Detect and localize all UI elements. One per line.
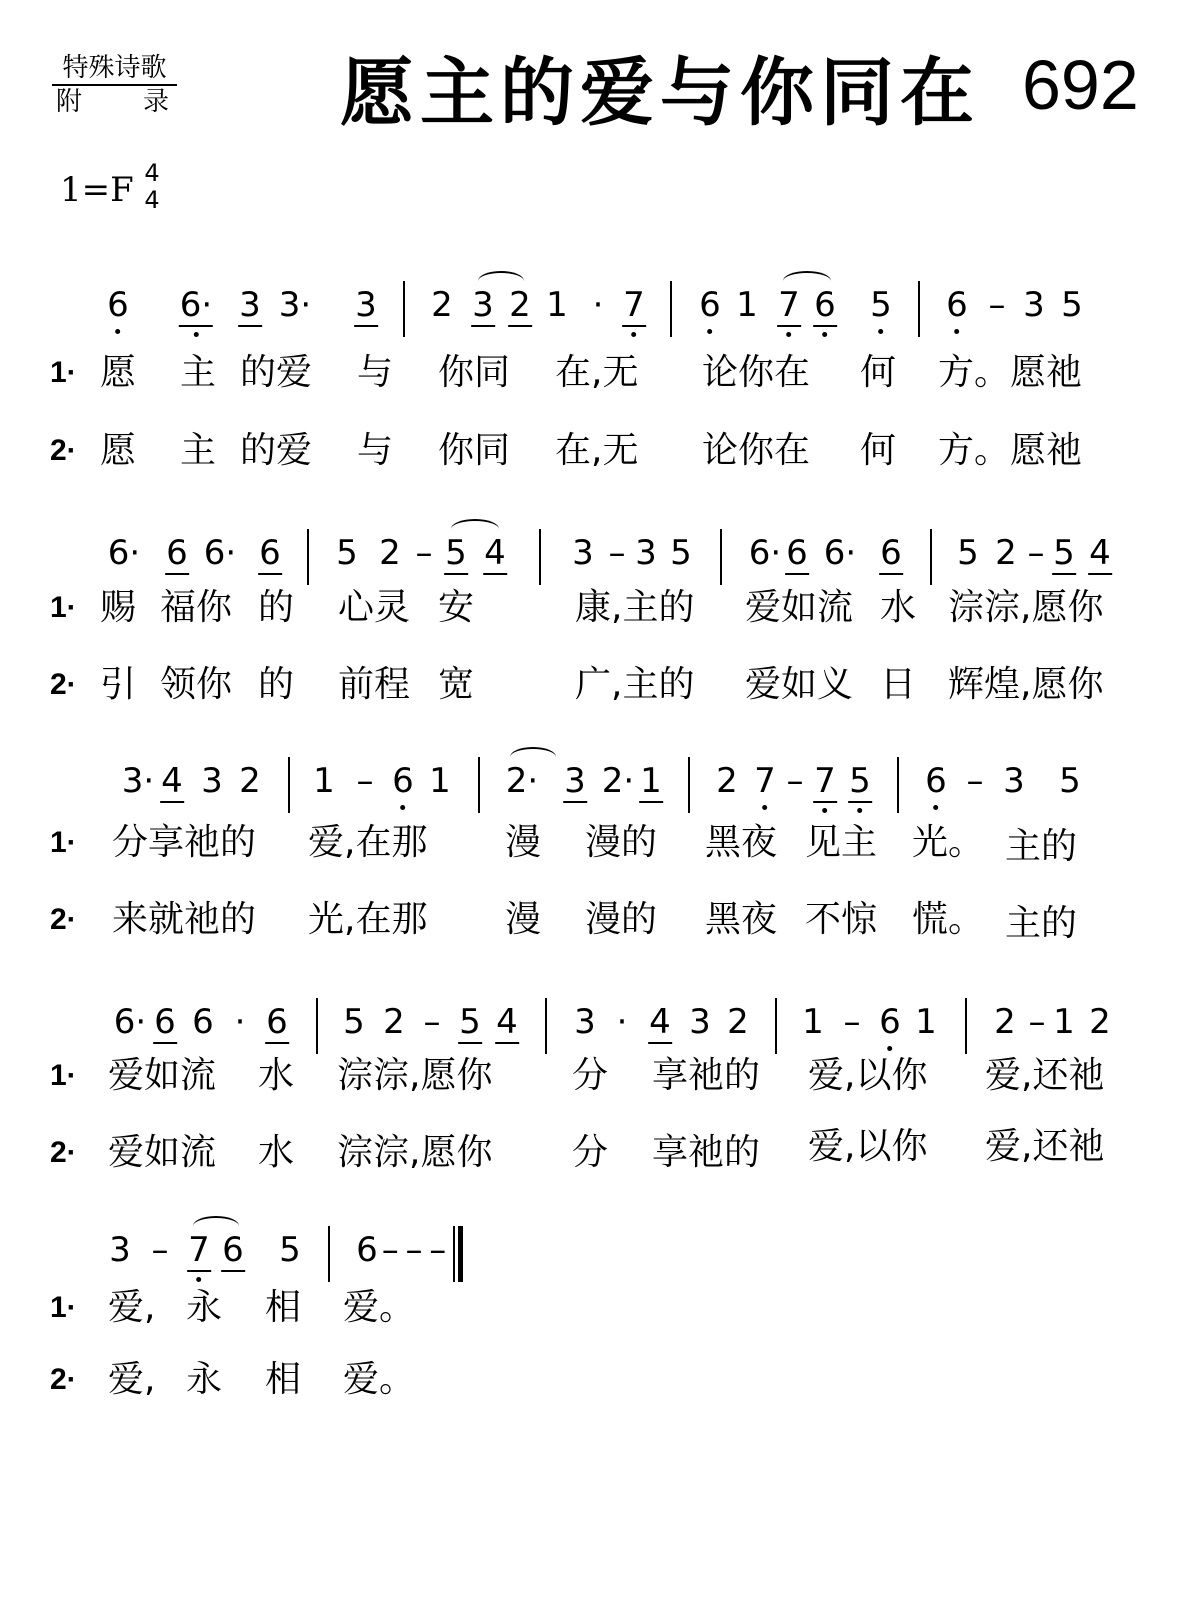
lyric: 赐 (100, 587, 137, 628)
note: 3 (635, 533, 657, 573)
verse-number: 2· (50, 668, 77, 701)
slur (510, 747, 556, 767)
lyric: 主 (180, 352, 217, 393)
category-bottom-left: 附 (56, 87, 83, 117)
lyric: 引 (100, 664, 137, 705)
note: 6 (925, 761, 947, 801)
note: 1 (429, 761, 451, 801)
lyric: 爱,还祂 (985, 1126, 1105, 1167)
lyric-line-1-verse-1 (0, 350, 1200, 400)
verse-number: 2· (50, 1363, 77, 1396)
note: 6 (192, 1002, 214, 1042)
category-top: 特殊诗歌 (52, 52, 177, 86)
note: 5 (870, 285, 892, 325)
lyric-line-4-verse-1 (0, 1053, 1200, 1103)
lyric: 分 (572, 1055, 609, 1096)
lyric-line-2-verse-1 (0, 585, 1200, 635)
note: 3 (564, 761, 586, 801)
note: 6 (699, 285, 721, 325)
barline (688, 757, 690, 813)
lyric: 康,主的 (575, 587, 695, 628)
note: 6· (179, 285, 213, 325)
barline (775, 998, 777, 1054)
note: 3 (574, 1002, 596, 1042)
note: 2 (383, 1002, 405, 1042)
barline (478, 757, 480, 813)
barline (403, 281, 405, 337)
lyric: 光。 (912, 822, 985, 863)
lyric: 爱如流 (108, 1132, 217, 1173)
lyric: 爱如流 (745, 587, 854, 628)
lyric-line-2-verse-2 (0, 662, 1200, 712)
note: – (966, 761, 984, 801)
note: 6 (392, 761, 414, 801)
lyric: 爱,还祂 (985, 1055, 1105, 1096)
lyric: 相 (265, 1287, 302, 1328)
note: 6· (107, 533, 141, 573)
lyric: 水 (258, 1132, 295, 1173)
note: 5 (1053, 533, 1075, 573)
note: 2· (505, 761, 539, 801)
barline (965, 998, 967, 1054)
note: 6 (814, 285, 836, 325)
lyric: 淙淙,愿你 (948, 587, 1104, 628)
note: 2 (994, 1002, 1016, 1042)
note: – – – (381, 1230, 445, 1270)
lyric: 爱, (108, 1287, 156, 1328)
note: 5 (1061, 285, 1083, 325)
note: 5 (1059, 761, 1081, 801)
note: – (415, 533, 433, 573)
lyric: 的爱 (240, 430, 313, 471)
lyric-line-5-verse-1 (0, 1285, 1200, 1335)
note: 3· (278, 285, 312, 325)
note: 7 (814, 761, 836, 801)
note: 3 (109, 1230, 131, 1270)
note: 6 (154, 1002, 176, 1042)
note: 4 (161, 761, 183, 801)
verse-number: 1· (50, 591, 77, 624)
note: 3 (472, 285, 494, 325)
note: 6· (748, 533, 782, 573)
notation-line-1 (0, 285, 1200, 355)
lyric: 漫的 (585, 899, 658, 940)
note: · (592, 285, 604, 325)
lyric: 淙淙,愿你 (337, 1055, 493, 1096)
note: 6 (946, 285, 968, 325)
lyric: 漫的 (585, 822, 658, 863)
note: 4 (484, 533, 506, 573)
barline (307, 529, 309, 585)
lyric: 与 (357, 352, 394, 393)
note: 3 (355, 285, 377, 325)
note: – (786, 761, 804, 801)
note: 5 (336, 533, 358, 573)
verse-number: 1· (50, 356, 77, 389)
note: 2 (727, 1002, 749, 1042)
note: 5 (459, 1002, 481, 1042)
note: 6 (786, 533, 808, 573)
key-signature: 1=F (60, 170, 134, 210)
note: · (234, 1002, 246, 1042)
lyric: 相 (265, 1359, 302, 1400)
note: 1 (1053, 1002, 1075, 1042)
barline (930, 529, 932, 585)
note: – (356, 761, 374, 801)
lyric: 愿 (100, 352, 137, 393)
note: – (1027, 533, 1045, 573)
note: 2 (239, 761, 261, 801)
note: 6 (222, 1230, 244, 1270)
lyric: 爱,以你 (808, 1126, 928, 1167)
lyric: 爱,以你 (808, 1055, 928, 1096)
lyric: 爱如流 (108, 1055, 217, 1096)
lyric: 永 (186, 1287, 223, 1328)
note: 3 (689, 1002, 711, 1042)
lyric: 方。愿祂 (938, 430, 1083, 471)
lyric: 论你在 (702, 352, 811, 393)
lyric: 方。愿祂 (938, 352, 1083, 393)
lyric: 见主 (805, 822, 878, 863)
note: 6· (113, 1002, 147, 1042)
note: – (843, 1002, 861, 1042)
lyric: 的爱 (240, 352, 313, 393)
lyric: 宽 (438, 664, 475, 705)
verse-number: 2· (50, 1136, 77, 1169)
lyric: 前程 (338, 664, 411, 705)
lyric: 来就祂的 (112, 899, 257, 940)
note: 2 (509, 285, 531, 325)
note: 7 (754, 761, 776, 801)
verse-number: 1· (50, 1291, 77, 1324)
note: 3· (121, 761, 155, 801)
note: 3 (201, 761, 223, 801)
lyric: 在,无 (555, 430, 639, 471)
note: 5 (849, 761, 871, 801)
note: 7 (778, 285, 800, 325)
note: 5 (670, 533, 692, 573)
lyric: 愿 (100, 430, 137, 471)
verse-number: 1· (50, 1059, 77, 1092)
barline (316, 998, 318, 1054)
note: – (1028, 1002, 1046, 1042)
note: 3 (572, 533, 594, 573)
verse-number: 2· (50, 903, 77, 936)
note: 3 (239, 285, 261, 325)
note: – (151, 1230, 169, 1270)
note: – (423, 1002, 441, 1042)
lyric: 你同 (438, 430, 511, 471)
note: 7 (623, 285, 645, 325)
lyric: 水 (258, 1055, 295, 1096)
note: 5 (957, 533, 979, 573)
lyric: 慌。 (912, 899, 985, 940)
hymn-number: 692 (1022, 46, 1139, 124)
lyric: 黑夜 (705, 822, 778, 863)
note: · (616, 1002, 628, 1042)
time-numerator: 4 (144, 159, 160, 187)
note: 6 (356, 1230, 378, 1270)
lyric: 享祂的 (652, 1055, 761, 1096)
lyric-line-1-verse-2 (0, 428, 1200, 478)
lyric: 爱。 (343, 1359, 416, 1400)
note: 2 (431, 285, 453, 325)
lyric-line-3-verse-1 (0, 820, 1200, 870)
lyric: 的 (258, 664, 295, 705)
note: 6 (259, 533, 281, 573)
note: 1 (640, 761, 662, 801)
time-signature (140, 160, 164, 214)
page-title: 愿主的爱与你同在 (340, 50, 980, 136)
lyric: 享祂的 (652, 1132, 761, 1173)
lyric: 福你 (160, 587, 233, 628)
lyric-line-4-verse-2 (0, 1126, 1200, 1180)
note: 2 (379, 533, 401, 573)
note: 1 (313, 761, 335, 801)
note: 6 (266, 1002, 288, 1042)
note: 2· (601, 761, 635, 801)
lyric: 与 (357, 430, 394, 471)
lyric: 分享祂的 (112, 822, 257, 863)
note: – (608, 533, 626, 573)
note: 6· (203, 533, 237, 573)
lyric: 主的 (1005, 826, 1078, 867)
note: 6 (107, 285, 129, 325)
category-bottom-right: 录 (142, 87, 169, 117)
lyric-line-3-verse-2 (0, 897, 1200, 947)
note: 1 (915, 1002, 937, 1042)
note: 6· (823, 533, 857, 573)
lyric: 爱。 (343, 1287, 416, 1328)
note: 4 (649, 1002, 671, 1042)
category-label (52, 52, 177, 118)
lyric: 主 (180, 430, 217, 471)
lyric: 光,在那 (308, 899, 428, 940)
slur (451, 519, 499, 539)
note: – (988, 285, 1006, 325)
note: 6 (879, 1002, 901, 1042)
lyric: 爱,在那 (308, 822, 428, 863)
note: 4 (1089, 533, 1111, 573)
barline (897, 757, 899, 813)
note: 5 (279, 1230, 301, 1270)
lyric: 辉煌,愿你 (948, 664, 1104, 705)
barline (720, 529, 722, 585)
lyric: 漫 (505, 822, 542, 863)
lyric: 水 (880, 587, 917, 628)
lyric-line-5-verse-2 (0, 1357, 1200, 1407)
note: 5 (343, 1002, 365, 1042)
note: 3 (1003, 761, 1025, 801)
barline (545, 998, 547, 1054)
lyric: 安 (438, 587, 475, 628)
note: 6 (166, 533, 188, 573)
barline (288, 757, 290, 813)
barline (670, 281, 672, 337)
lyric: 爱, (108, 1359, 156, 1400)
lyric: 分 (572, 1132, 609, 1173)
lyric: 日 (880, 664, 917, 705)
lyric: 主的 (1005, 903, 1078, 944)
lyric: 爱如义 (745, 664, 854, 705)
lyric: 你同 (438, 352, 511, 393)
lyric: 领你 (160, 664, 233, 705)
note: 2 (1089, 1002, 1111, 1042)
barline (328, 1226, 330, 1282)
lyric: 不惊 (805, 899, 878, 940)
slur (478, 271, 524, 291)
slur (783, 271, 831, 291)
lyric: 心灵 (338, 587, 411, 628)
note: 7 (188, 1230, 210, 1270)
note: 3 (1023, 285, 1045, 325)
final-barline (453, 1226, 463, 1282)
note: 5 (445, 533, 467, 573)
category-bottom (52, 86, 177, 118)
note: 1 (802, 1002, 824, 1042)
lyric: 广,主的 (575, 664, 695, 705)
lyric: 在,无 (555, 352, 639, 393)
note: 1 (736, 285, 758, 325)
lyric: 淙淙,愿你 (337, 1132, 493, 1173)
lyric: 何 (860, 430, 897, 471)
lyric: 黑夜 (705, 899, 778, 940)
lyric: 论你在 (702, 430, 811, 471)
lyric: 何 (860, 352, 897, 393)
lyric: 永 (186, 1359, 223, 1400)
barline (539, 529, 541, 585)
note: 1 (546, 285, 568, 325)
lyric: 漫 (505, 899, 542, 940)
verse-number: 1· (50, 826, 77, 859)
note: 6 (880, 533, 902, 573)
time-denominator: 4 (144, 186, 160, 214)
note: 2 (716, 761, 738, 801)
note: 2 (995, 533, 1017, 573)
slur (193, 1216, 239, 1236)
note: 4 (496, 1002, 518, 1042)
lyric: 的 (258, 587, 295, 628)
barline (918, 281, 920, 337)
verse-number: 2· (50, 434, 77, 467)
